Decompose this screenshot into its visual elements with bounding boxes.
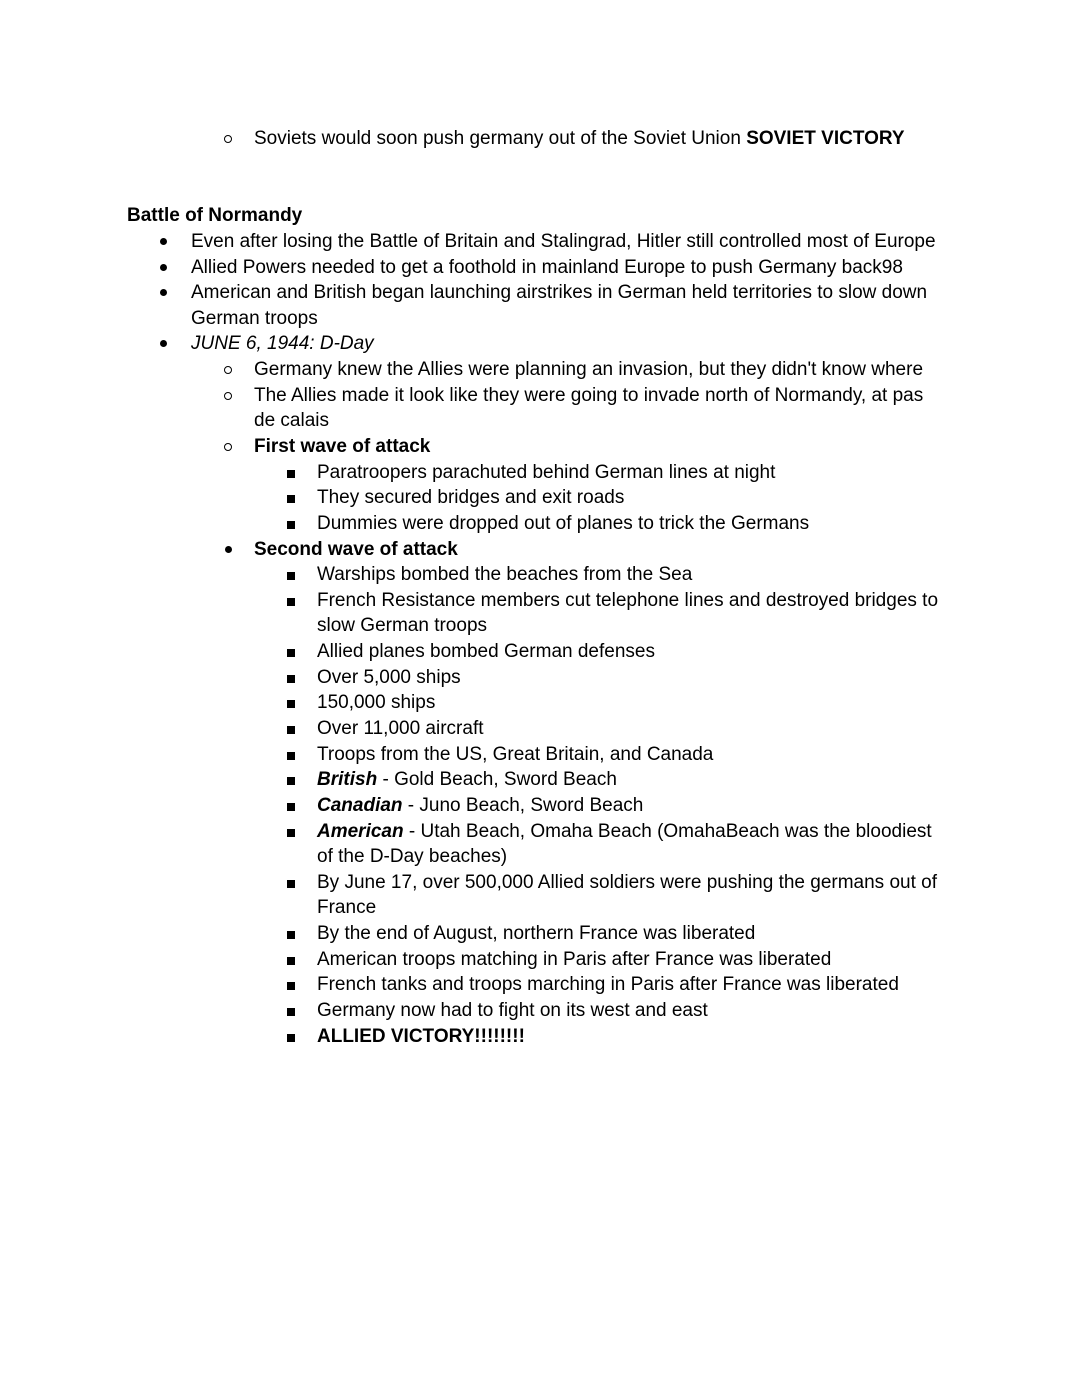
square-bullet-icon <box>281 639 301 657</box>
circle-bullet-icon <box>218 357 238 374</box>
circle-bullet-icon <box>218 434 238 451</box>
list-item-text: By June 17, over 500,000 Allied soldiers were pushing the germans out of <box>317 872 937 893</box>
list-item-text: French tanks and troops marching in Paris after France was liberated <box>317 974 899 995</box>
list-item-continuation: slow German troops <box>317 615 488 636</box>
square-bullet-icon <box>281 460 301 478</box>
list-item-text: - Juno Beach, Sword Beach <box>402 795 644 816</box>
list-item-text: By the end of August, northern France was liberated <box>317 923 756 944</box>
list-item-text: - Gold Beach, Sword Beach <box>377 769 617 790</box>
section-heading: Battle of Normandy <box>127 205 303 226</box>
list-item-text: - Utah Beach, Omaha Beach (OmahaBeach was the bloodiest <box>403 821 932 842</box>
square-bullet-icon <box>281 588 301 606</box>
square-bullet-icon <box>281 716 301 734</box>
circle-bullet-icon <box>218 383 238 400</box>
square-bullet-icon <box>281 562 301 580</box>
list-item-text: Paratroopers parachuted behind German lines at night <box>317 462 776 483</box>
square-bullet-icon <box>281 1024 301 1042</box>
disc-bullet-icon <box>153 331 173 347</box>
disc-bullet-icon <box>218 537 238 553</box>
list-item-continuation: of the D-Day beaches) <box>317 846 508 867</box>
list-item-text: First wave of attack <box>254 436 431 457</box>
disc-bullet-icon <box>153 255 173 271</box>
square-bullet-icon <box>281 511 301 529</box>
list-item-text: 150,000 ships <box>317 692 436 713</box>
list-item-text: Even after losing the Battle of Britain and Stalingrad, Hitler still controlled most of Europe <box>191 231 936 252</box>
square-bullet-icon <box>281 485 301 503</box>
list-item-label: Canadian <box>317 795 403 816</box>
list-item-text: Germany knew the Allies were planning an invasion, but they didn't know where <box>254 359 924 380</box>
list-item-text: Dummies were dropped out of planes to trick the Germans <box>317 513 810 534</box>
square-bullet-icon <box>281 998 301 1016</box>
square-bullet-icon <box>281 870 301 888</box>
list-item-emphasis: SOVIET VICTORY <box>746 128 905 149</box>
square-bullet-icon <box>281 742 301 760</box>
list-item-text: Over 11,000 aircraft <box>317 718 484 739</box>
square-bullet-icon <box>281 690 301 708</box>
list-item-text: Germany now had to fight on its west and east <box>317 1000 708 1021</box>
list-item-continuation: de calais <box>254 410 329 431</box>
list-item-text: Soviets would soon push germany out of the Soviet Union <box>254 128 747 149</box>
list-item-text: ALLIED VICTORY!!!!!!!! <box>317 1026 525 1047</box>
list-item-text: Over 5,000 ships <box>317 667 461 688</box>
list-item-text: Second wave of attack <box>254 539 458 560</box>
list-item-continuation: France <box>317 897 377 918</box>
circle-bullet-icon <box>218 126 238 143</box>
square-bullet-icon <box>281 793 301 811</box>
list-item-text: The Allies made it look like they were going to invade north of Normandy, at pas <box>254 385 924 406</box>
square-bullet-icon <box>281 921 301 939</box>
list-item-text: French Resistance members cut telephone lines and destroyed bridges to <box>317 590 939 611</box>
disc-bullet-icon <box>153 280 173 296</box>
list-item-text: JUNE 6, 1944: D-Day <box>191 333 374 354</box>
list-item-label: British <box>317 769 378 790</box>
list-item-text: American and British began launching airstrikes in German held territories to slow down <box>191 282 928 303</box>
list-item-text: Allied planes bombed German defenses <box>317 641 655 662</box>
square-bullet-icon <box>281 947 301 965</box>
list-item-text: Warships bombed the beaches from the Sea <box>317 564 693 585</box>
list-item-text: They secured bridges and exit roads <box>317 487 625 508</box>
list-item-label: American <box>317 821 404 842</box>
square-bullet-icon <box>281 972 301 990</box>
disc-bullet-icon <box>153 229 173 245</box>
list-item-continuation: German troops <box>191 308 318 329</box>
list-item-text: Troops from the US, Great Britain, and Canada <box>317 744 714 765</box>
square-bullet-icon <box>281 767 301 785</box>
list-item-text: Allied Powers needed to get a foothold in mainland Europe to push Germany back98 <box>191 257 903 278</box>
list-item-text: American troops matching in Paris after France was liberated <box>317 949 832 970</box>
square-bullet-icon <box>281 665 301 683</box>
square-bullet-icon <box>281 819 301 837</box>
